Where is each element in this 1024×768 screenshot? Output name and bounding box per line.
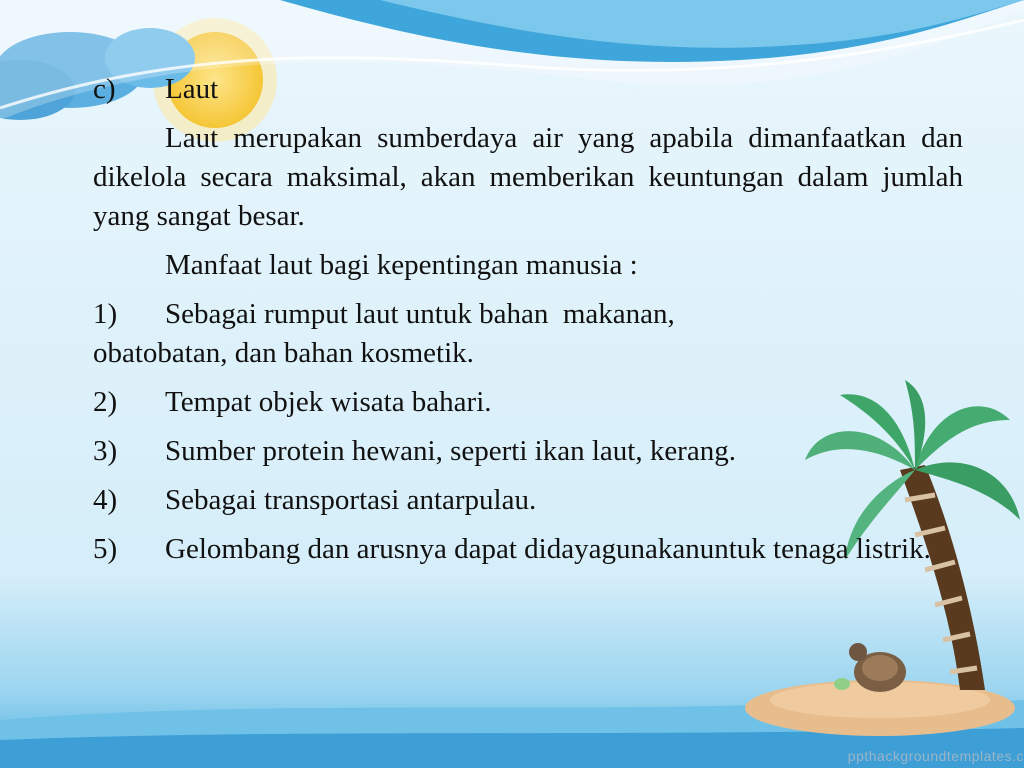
list-item-continuation: obatobatan, dan bahan kosmetik.	[93, 337, 474, 369]
list-item-number: 2)	[93, 386, 118, 418]
list-item-number: 3)	[93, 435, 118, 467]
list-item-text: Gelombang dan arusnya dapat didayagunakanuntuk tenaga listrik.	[165, 533, 931, 565]
list-item-number: 5)	[93, 533, 118, 565]
section-marker: c)	[93, 73, 116, 105]
list-item	[93, 295, 963, 334]
list-item-number: 4)	[93, 484, 118, 516]
slide-content	[93, 70, 963, 569]
list-item	[93, 481, 963, 520]
list-item-text: Sebagai rumput laut untuk bahan makanan,	[165, 298, 675, 330]
list-item-text: Sumber protein hewani, seperti ikan laut, kerang.	[165, 435, 736, 467]
section-title: Laut	[165, 73, 219, 105]
watermark-text: ppthackgroundtemplates.c	[847, 748, 1024, 764]
benefits-lead: Manfaat laut bagi kepentingan manusia :	[165, 249, 638, 281]
list-item-number: 1)	[93, 298, 118, 330]
list-item-text: Tempat objek wisata bahari.	[165, 386, 492, 418]
list-item	[93, 383, 963, 422]
list-item	[93, 530, 963, 569]
list-item	[93, 432, 963, 471]
list-item-text: Sebagai transportasi antarpulau.	[165, 484, 537, 516]
intro-paragraph: Laut merupakan sumberdaya air yang apabila dimanfaatkan dan dikelola secara maksimal, akan memberikan keuntungan dalam jumlah yang sangat besar.	[93, 122, 963, 232]
section-heading	[93, 70, 963, 109]
